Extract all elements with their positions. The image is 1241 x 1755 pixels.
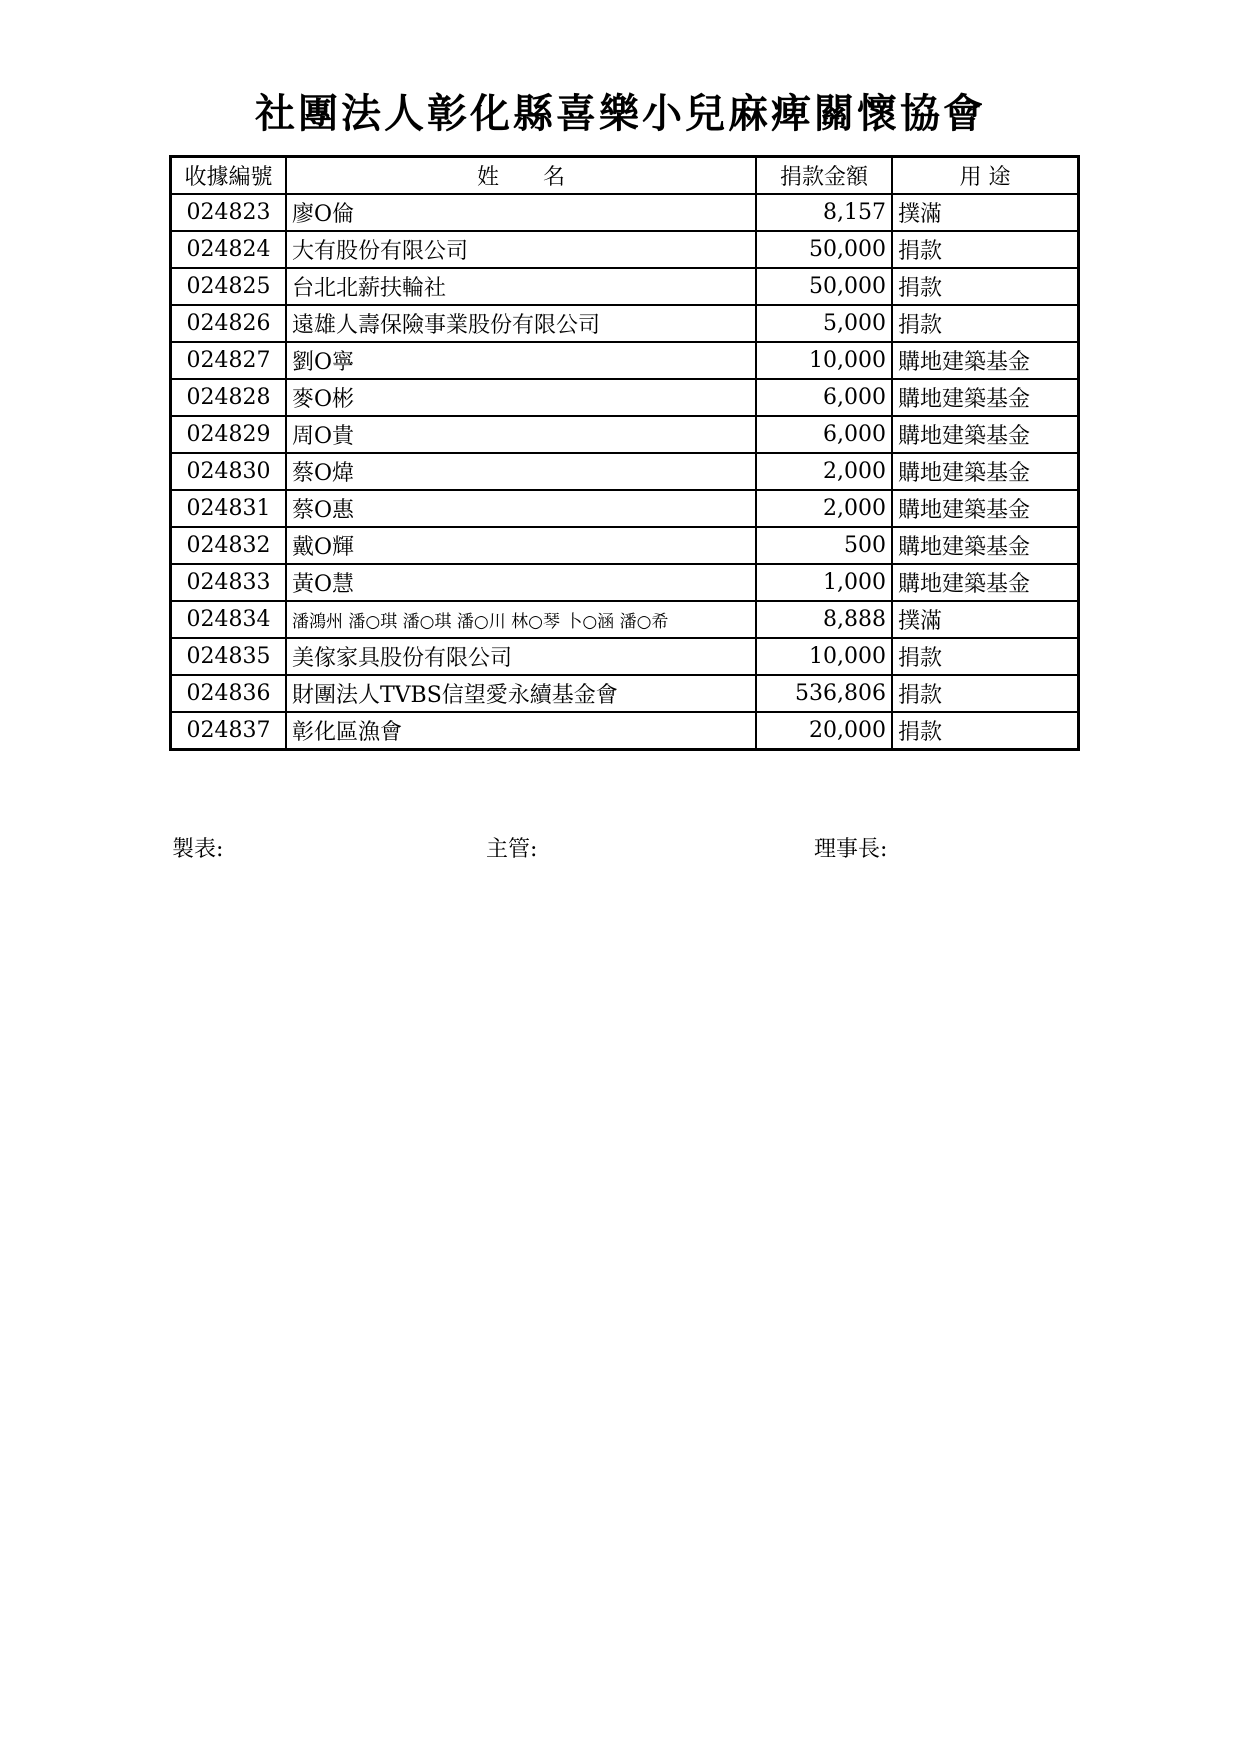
name-cell: 大有股份有限公司 <box>286 231 756 268</box>
amount-cell: 8,888 <box>756 601 892 638</box>
amount-cell: 8,157 <box>756 194 892 231</box>
purpose-cell: 購地建築基金 <box>892 564 1079 601</box>
purpose-cell: 購地建築基金 <box>892 490 1079 527</box>
receipt-no-cell: 024830 <box>171 453 287 490</box>
receipt-no-cell: 024837 <box>171 712 287 750</box>
name-cell: 蔡O惠 <box>286 490 756 527</box>
purpose-cell: 捐款 <box>892 268 1079 305</box>
table-row <box>171 268 1079 305</box>
header-purpose: 用 途 <box>892 157 1079 195</box>
receipt-no-cell: 024832 <box>171 527 287 564</box>
purpose-cell: 撲滿 <box>892 601 1079 638</box>
header-amount: 捐款金額 <box>756 157 892 195</box>
table-row <box>171 527 1079 564</box>
amount-cell: 5,000 <box>756 305 892 342</box>
table-row <box>171 564 1079 601</box>
purpose-cell: 撲滿 <box>892 194 1079 231</box>
table-row <box>171 675 1079 712</box>
table-row <box>171 638 1079 675</box>
name-cell: 美傢家具股份有限公司 <box>286 638 756 675</box>
amount-cell: 536,806 <box>756 675 892 712</box>
name-cell: 劉O寧 <box>286 342 756 379</box>
name-cell: 周O貴 <box>286 416 756 453</box>
chairman-label: 理事長: <box>814 837 888 862</box>
amount-cell: 50,000 <box>756 268 892 305</box>
table-row <box>171 490 1079 527</box>
amount-cell: 10,000 <box>756 638 892 675</box>
purpose-cell: 捐款 <box>892 231 1079 268</box>
name-cell: 廖O倫 <box>286 194 756 231</box>
name-cell: 戴O輝 <box>286 527 756 564</box>
table-row <box>171 305 1079 342</box>
name-cell: 遠雄人壽保險事業股份有限公司 <box>286 305 756 342</box>
purpose-cell: 捐款 <box>892 675 1079 712</box>
name-cell: 麥O彬 <box>286 379 756 416</box>
receipt-no-cell: 024826 <box>171 305 287 342</box>
amount-cell: 500 <box>756 527 892 564</box>
amount-cell: 20,000 <box>756 712 892 750</box>
amount-cell: 50,000 <box>756 231 892 268</box>
purpose-cell: 購地建築基金 <box>892 379 1079 416</box>
receipt-no-cell: 024823 <box>171 194 287 231</box>
receipt-no-cell: 024836 <box>171 675 287 712</box>
name-cell: 潘鴻州 潘○琪 潘○琪 潘○川 林○琴 卜○涵 潘○希 <box>286 601 756 638</box>
table-header-row <box>171 157 1079 195</box>
table-row <box>171 416 1079 453</box>
table-row <box>171 379 1079 416</box>
header-receipt-no: 收據編號 <box>171 157 287 195</box>
table-body <box>171 194 1079 750</box>
receipt-no-cell: 024825 <box>171 268 287 305</box>
table-row <box>171 194 1079 231</box>
receipt-no-cell: 024824 <box>171 231 287 268</box>
supervisor-label: 主管: <box>486 837 538 862</box>
purpose-cell: 捐款 <box>892 305 1079 342</box>
purpose-cell: 捐款 <box>892 712 1079 750</box>
table-row <box>171 601 1079 638</box>
name-cell: 彰化區漁會 <box>286 712 756 750</box>
amount-cell: 10,000 <box>756 342 892 379</box>
header-name: 姓 名 <box>286 157 756 195</box>
name-cell: 財團法人TVBS信望愛永續基金會 <box>286 675 756 712</box>
page-title: 社團法人彰化縣喜樂小兒麻痺關懷協會 <box>255 90 986 137</box>
purpose-cell: 購地建築基金 <box>892 416 1079 453</box>
receipt-no-cell: 024829 <box>171 416 287 453</box>
amount-cell: 6,000 <box>756 379 892 416</box>
purpose-cell: 購地建築基金 <box>892 342 1079 379</box>
table-row <box>171 342 1079 379</box>
purpose-cell: 購地建築基金 <box>892 527 1079 564</box>
table-row <box>171 453 1079 490</box>
name-cell: 黃O慧 <box>286 564 756 601</box>
receipt-no-cell: 024834 <box>171 601 287 638</box>
amount-cell: 6,000 <box>756 416 892 453</box>
name-cell: 蔡O煒 <box>286 453 756 490</box>
receipt-no-cell: 024827 <box>171 342 287 379</box>
receipt-no-cell: 024835 <box>171 638 287 675</box>
receipt-no-cell: 024828 <box>171 379 287 416</box>
amount-cell: 2,000 <box>756 490 892 527</box>
donation-table <box>169 155 1080 751</box>
table-row <box>171 231 1079 268</box>
name-cell: 台北北薪扶輪社 <box>286 268 756 305</box>
amount-cell: 1,000 <box>756 564 892 601</box>
table-row <box>171 712 1079 750</box>
receipt-no-cell: 024833 <box>171 564 287 601</box>
purpose-cell: 購地建築基金 <box>892 453 1079 490</box>
preparer-label: 製表: <box>172 837 224 862</box>
purpose-cell: 捐款 <box>892 638 1079 675</box>
receipt-no-cell: 024831 <box>171 490 287 527</box>
amount-cell: 2,000 <box>756 453 892 490</box>
